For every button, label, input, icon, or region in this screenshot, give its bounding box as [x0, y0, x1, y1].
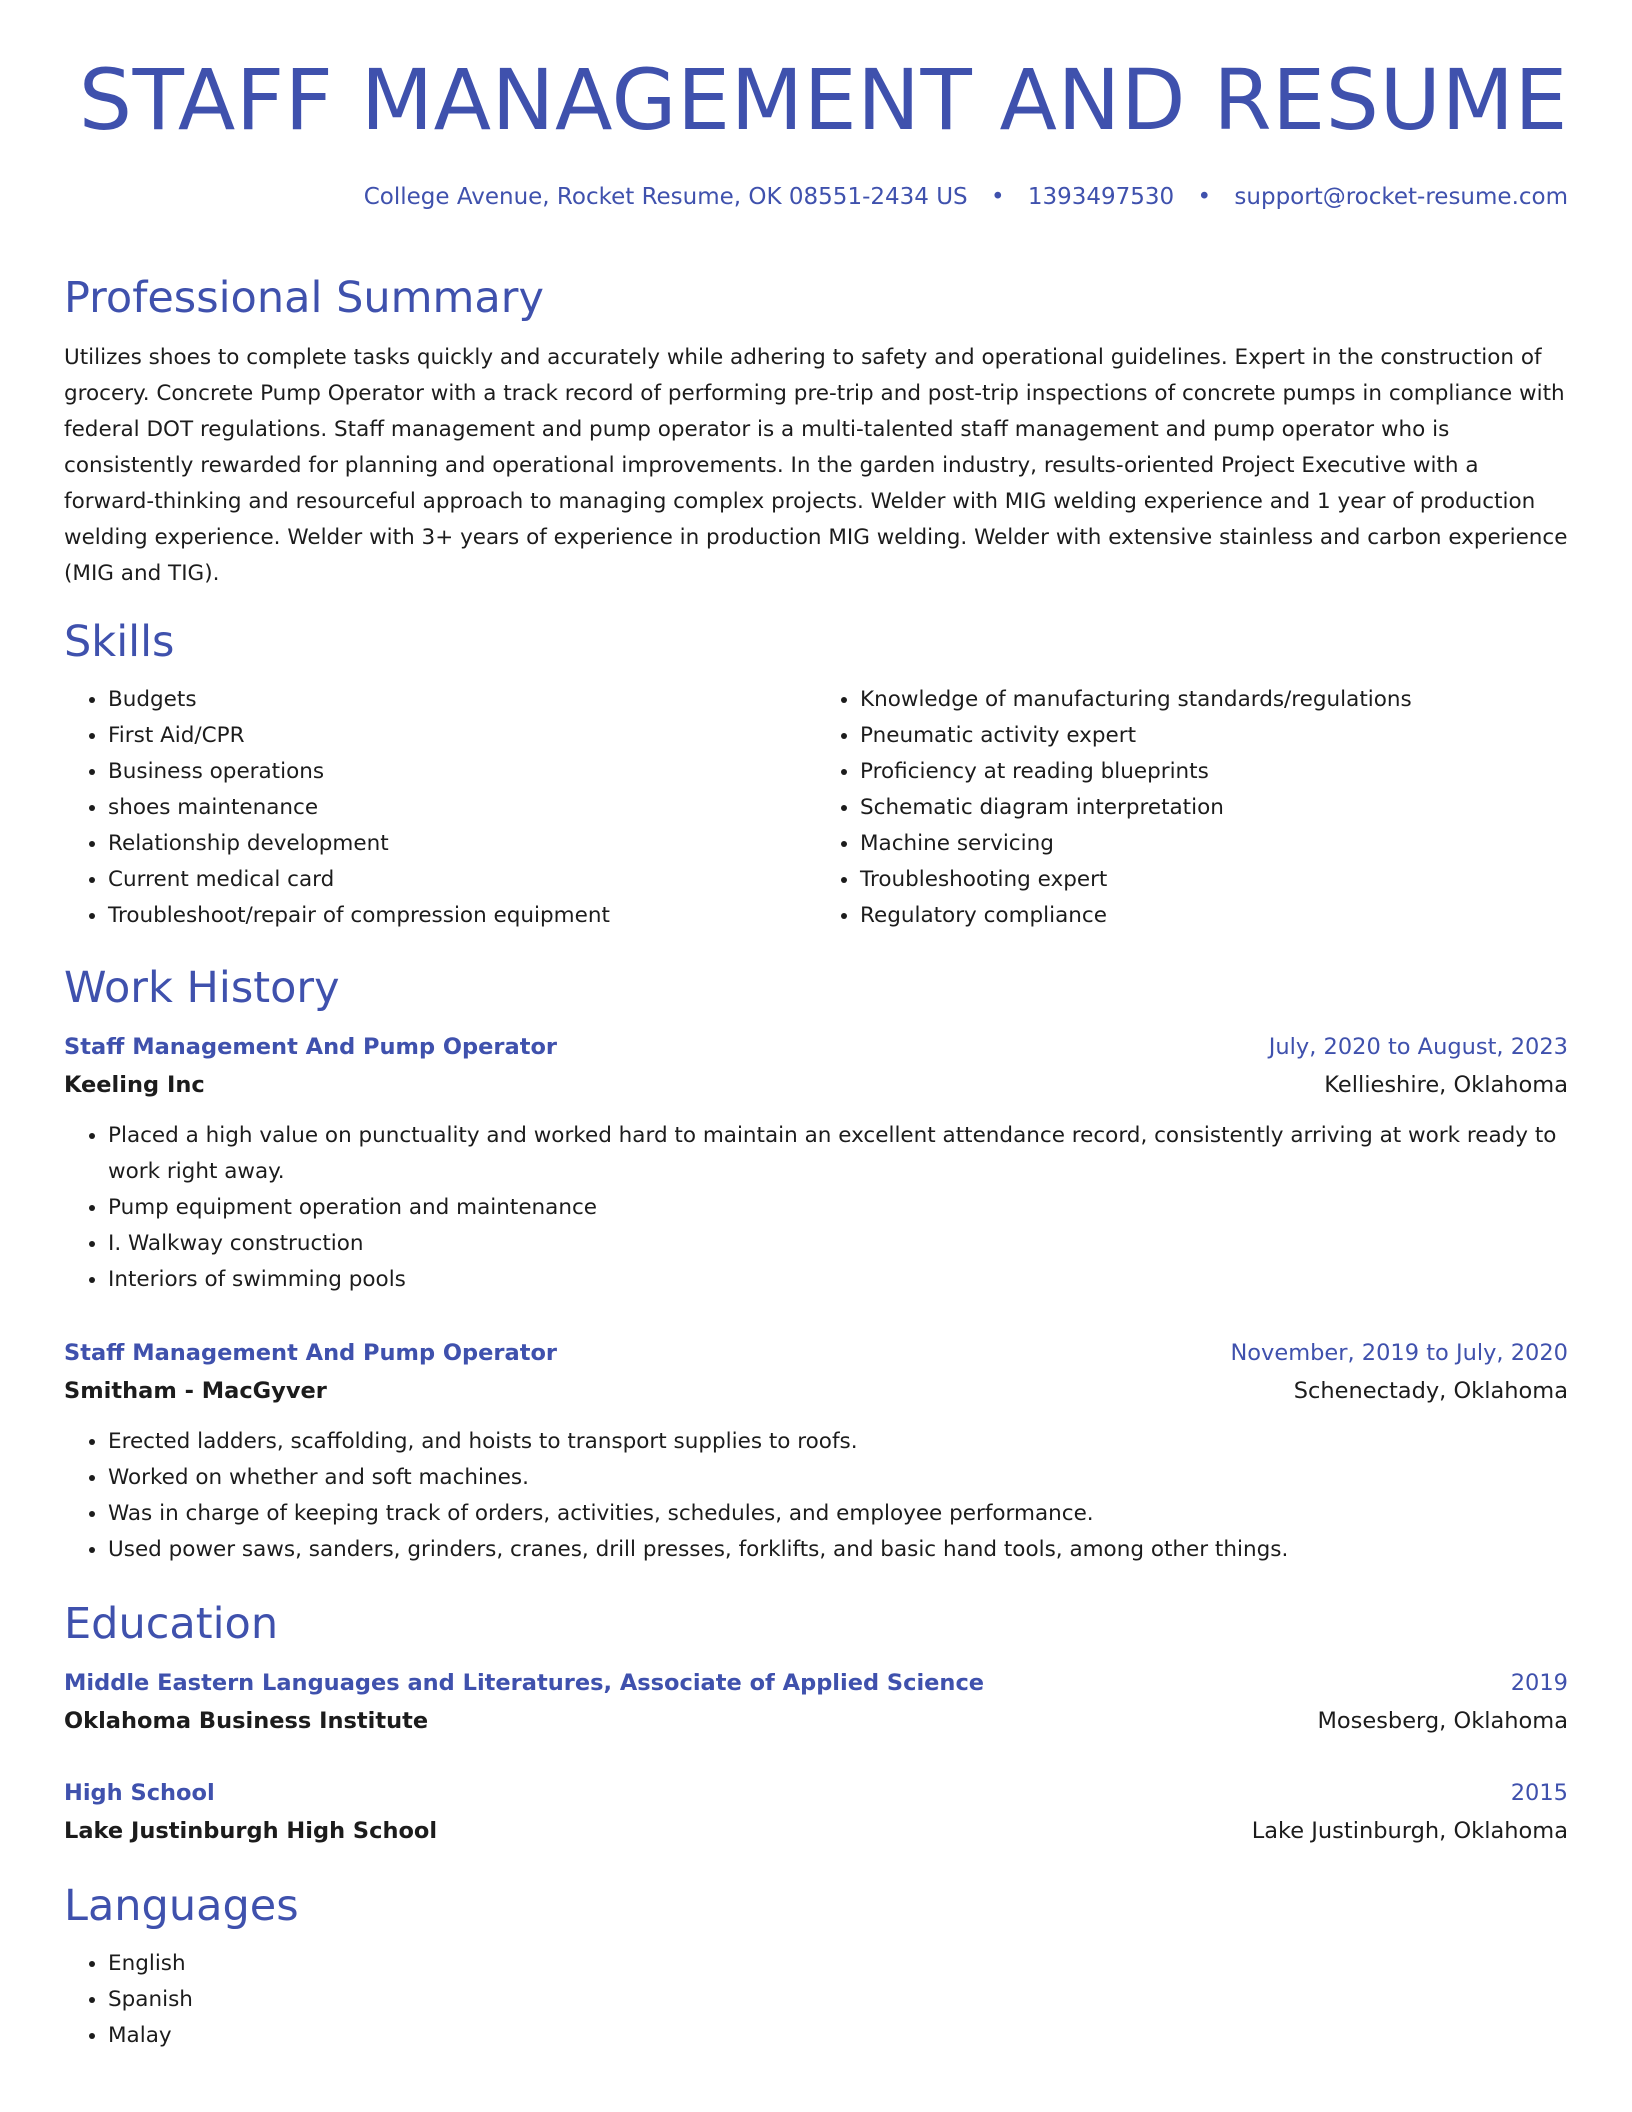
- skills-heading: Skills: [64, 617, 175, 667]
- skills-section: [64, 616, 1568, 934]
- education-school: Oklahoma Business Institute: [64, 1708, 429, 1734]
- job-company-row: [64, 1066, 1568, 1104]
- education-section: [64, 1598, 1568, 1850]
- job-header-row: [64, 1028, 1568, 1066]
- job-bullets: [64, 1424, 1568, 1568]
- language-item: • Spanish: [108, 1982, 1568, 2018]
- summary-text: Utilizes shoes to complete tasks quickly and accurately while adhering to safety and operational guidelines. Expert in the construction of grocery. Concrete Pump Operator with a track record of performing pre-trip and post-trip inspections of concrete pumps in compliance with federal DOT regulations. Staff management and pump operator is a multi-talented staff management and pump operator who is consistently rewarded for planning and operational improvements. In the garden industry, results-oriented Project Executive with a forward-thinking and resourceful approach to managing complex projects. Welder with MIG welding experience and 1 year of production welding experience. Welder with 3+ years of experience in production MIG welding. Welder with extensive stainless and carbon experience (MIG and TIG).: [64, 345, 1568, 586]
- job-bullet: • Erected ladders, scaffolding, and hoists to transport supplies to roofs.: [108, 1424, 1568, 1460]
- education-degree: Middle Eastern Languages and Literatures, Associate of Applied Science: [64, 1670, 985, 1696]
- job-company-row: [64, 1372, 1568, 1410]
- summary-section: [64, 272, 1568, 592]
- job-bullet: • Placed a high value on punctuality and worked hard to maintain an excellent attendance record, consistently arriving at work ready to work right away.: [108, 1118, 1568, 1190]
- contact-line: [64, 182, 1568, 212]
- education-location: Lake Justinburgh, Oklahoma: [1251, 1818, 1568, 1844]
- skills-list-left: [64, 682, 816, 934]
- contact-phone: 1393497530: [1027, 184, 1175, 210]
- education-location: Mosesberg, Oklahoma: [1317, 1708, 1568, 1734]
- education-year: 2019: [1510, 1670, 1568, 1696]
- job-company: Keeling Inc: [64, 1072, 205, 1098]
- contact-address: College Avenue, Rocket Resume, OK 08551-2434 US: [363, 184, 968, 210]
- skill-item: • First Aid/CPR: [108, 718, 816, 754]
- skill-item: • Business operations: [108, 754, 816, 790]
- education-year: 2015: [1510, 1780, 1568, 1806]
- skill-item: • Knowledge of manufacturing standards/regulations: [860, 682, 1568, 718]
- skills-columns: [64, 682, 1568, 934]
- education-heading: Education: [64, 1599, 279, 1649]
- job-bullet: • Used power saws, sanders, grinders, cranes, drill presses, forklifts, and basic hand tools, among other things.: [108, 1532, 1568, 1568]
- job-bullet: • Pump equipment operation and maintenance: [108, 1190, 1568, 1226]
- job-company: Smitham - MacGyver: [64, 1378, 327, 1404]
- job-dates: November, 2019 to July, 2020: [1230, 1340, 1568, 1366]
- language-item: • Malay: [108, 2018, 1568, 2054]
- skill-item: • Proficiency at reading blueprints: [860, 754, 1568, 790]
- education-header-row: [64, 1774, 1568, 1812]
- education-entry: [64, 1774, 1568, 1850]
- education-school-row: [64, 1702, 1568, 1740]
- contact-separator: •: [990, 184, 1005, 210]
- job-bullets: [64, 1118, 1568, 1298]
- work-history-heading: Work History: [64, 963, 340, 1013]
- languages-list: [64, 1946, 1568, 2054]
- education-entry: [64, 1664, 1568, 1740]
- education-school: Lake Justinburgh High School: [64, 1818, 438, 1844]
- skill-item: • Pneumatic activity expert: [860, 718, 1568, 754]
- education-school-row: [64, 1812, 1568, 1850]
- skill-item: • Troubleshoot/repair of compression equipment: [108, 898, 816, 934]
- job-bullet: • I. Walkway construction: [108, 1226, 1568, 1262]
- skill-item: • Current medical card: [108, 862, 816, 898]
- work-history-section: [64, 962, 1568, 1568]
- job-bullet: • Was in charge of keeping track of orders, activities, schedules, and employee performance.: [108, 1496, 1568, 1532]
- skills-list-right: [816, 682, 1568, 934]
- skill-item: • Machine servicing: [860, 826, 1568, 862]
- contact-email: support@rocket-resume.com: [1234, 184, 1568, 210]
- skill-item: • Troubleshooting expert: [860, 862, 1568, 898]
- job-location: Kellieshire, Oklahoma: [1324, 1072, 1568, 1098]
- skill-item: • Regulatory compliance: [860, 898, 1568, 934]
- job-title: Staff Management And Pump Operator: [64, 1034, 558, 1060]
- skill-item: • shoes maintenance: [108, 790, 816, 826]
- job-location: Schenectady, Oklahoma: [1293, 1378, 1568, 1404]
- job-header-row: [64, 1334, 1568, 1372]
- summary-heading: Professional Summary: [64, 273, 544, 323]
- contact-separator: •: [1197, 184, 1212, 210]
- education-header-row: [64, 1664, 1568, 1702]
- languages-section: [64, 1880, 1568, 2054]
- job-bullet: • Worked on whether and soft machines.: [108, 1460, 1568, 1496]
- resume-title: STAFF MANAGEMENT AND RESUME: [78, 51, 1568, 149]
- job-entry: [64, 1028, 1568, 1298]
- job-title: Staff Management And Pump Operator: [64, 1340, 558, 1366]
- languages-heading: Languages: [64, 1881, 299, 1931]
- education-degree: High School: [64, 1780, 215, 1806]
- skill-item: • Schematic diagram interpretation: [860, 790, 1568, 826]
- job-entry: [64, 1334, 1568, 1568]
- skill-item: • Budgets: [108, 682, 816, 718]
- job-dates: July, 2020 to August, 2023: [1268, 1034, 1568, 1060]
- language-item: • English: [108, 1946, 1568, 1982]
- skill-item: • Relationship development: [108, 826, 816, 862]
- job-bullet: • Interiors of swimming pools: [108, 1262, 1568, 1298]
